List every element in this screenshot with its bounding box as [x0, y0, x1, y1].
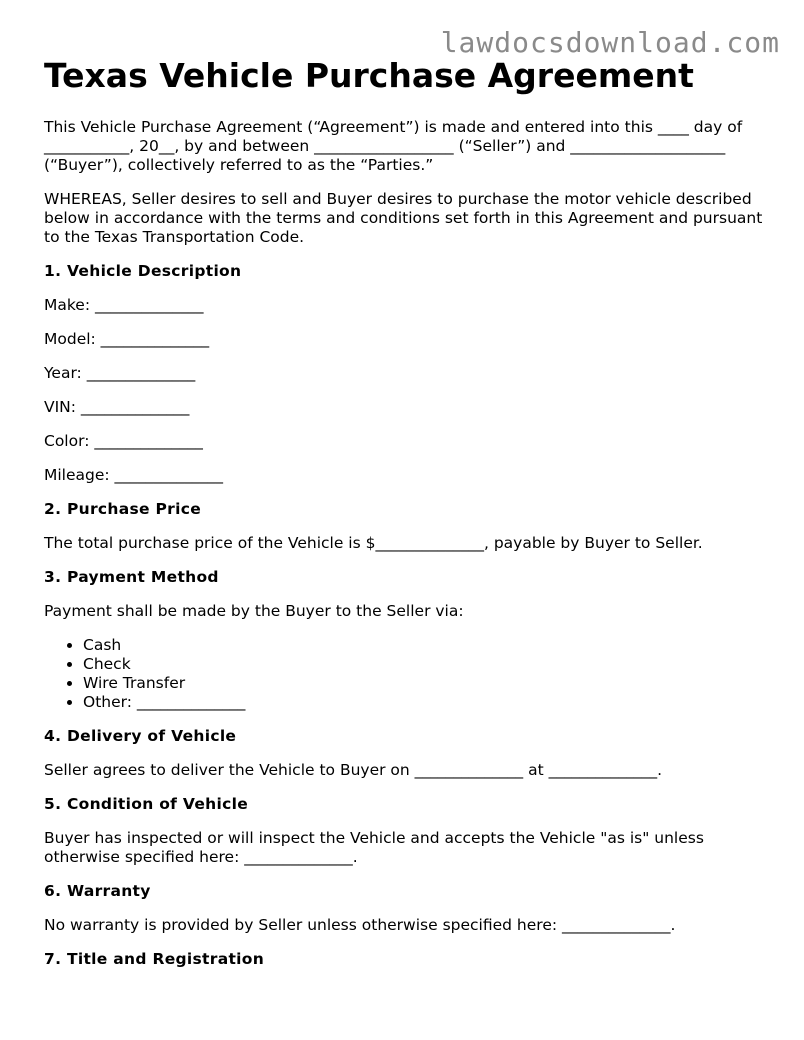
document-title: Texas Vehicle Purchase Agreement: [44, 56, 694, 95]
field-color: Color: ______________: [44, 432, 203, 450]
field-make: Make: ______________: [44, 296, 204, 314]
payment-options-list: [44, 636, 764, 712]
payment-option-check: • Check: [83, 655, 764, 674]
section-heading-vehicle-description: 1. Vehicle Description: [44, 262, 242, 280]
field-mileage: Mileage: ______________: [44, 466, 224, 484]
intro-paragraph: This Vehicle Purchase Agreement (“Agreement”) is made and entered into this ____ day of ___________, 20__, by and between __________________ (“Seller”) and ____________________ (“Buyer”), collectively referred to as the “Parties.”: [44, 118, 743, 174]
whereas-paragraph: WHEREAS, Seller desires to sell and Buyer desires to purchase the motor vehicle described below in accordance with the terms and conditions set forth in this Agreement and pursuant to the Texas Transportation Code.: [44, 190, 763, 246]
field-year: Year: ______________: [44, 364, 196, 382]
field-model: Model: ______________: [44, 330, 210, 348]
field-vin: VIN: ______________: [44, 398, 190, 416]
payment-option-other: • Other: ______________: [83, 693, 764, 712]
section-heading-warranty: 6. Warranty: [44, 882, 151, 900]
section-heading-condition: 5. Condition of Vehicle: [44, 795, 249, 813]
delivery-text: Seller agrees to deliver the Vehicle to Buyer on ______________ at ______________.: [44, 761, 663, 779]
section-heading-title-registration: 7. Title and Registration: [44, 950, 265, 968]
section-heading-payment-method: 3. Payment Method: [44, 568, 219, 586]
condition-text: Buyer has inspected or will inspect the Vehicle and accepts the Vehicle "as is" unless otherwise specified here: ______________.: [44, 829, 704, 866]
payment-option-cash: • Cash: [83, 636, 764, 655]
warranty-text: No warranty is provided by Seller unless otherwise specified here: ______________.: [44, 916, 676, 934]
purchase-price-text: The total purchase price of the Vehicle is $______________, payable by Buyer to Seller.: [44, 534, 703, 552]
section-heading-purchase-price: 2. Purchase Price: [44, 500, 202, 518]
payment-option-wire-transfer: • Wire Transfer: [83, 674, 764, 693]
payment-method-text: Payment shall be made by the Buyer to the Seller via:: [44, 602, 464, 620]
watermark: lawdocsdownload.com: [440, 26, 780, 59]
document-body: [44, 56, 764, 984]
section-heading-delivery: 4. Delivery of Vehicle: [44, 727, 237, 745]
